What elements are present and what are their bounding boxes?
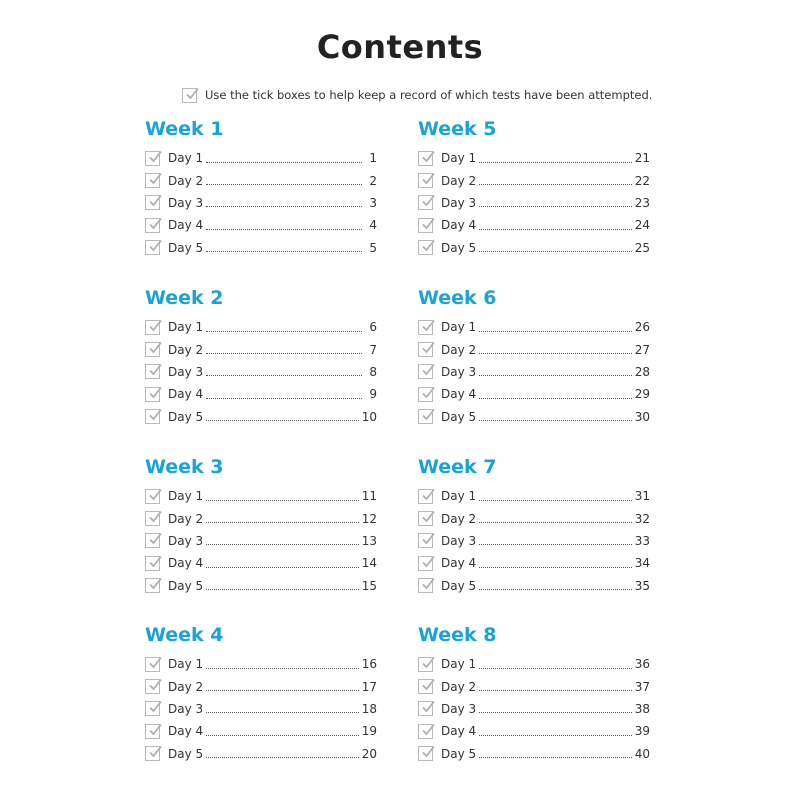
checkbox-tick-icon[interactable]: [145, 657, 160, 672]
page-number: 13: [361, 533, 377, 548]
week-block: [418, 117, 650, 259]
week-title: Week 8: [418, 624, 497, 646]
page-number: 25: [634, 240, 650, 255]
dot-leader: [206, 420, 359, 421]
page-number: 1: [369, 151, 377, 166]
page-number: 6: [369, 320, 377, 335]
day-label: Day 1: [168, 657, 204, 672]
dot-leader: [479, 712, 632, 713]
contents-entry: [145, 338, 377, 360]
week-title: Week 4: [145, 624, 224, 646]
checkbox-tick-icon[interactable]: [418, 364, 433, 379]
dot-leader: [206, 251, 362, 252]
checkbox-tick-icon[interactable]: [418, 320, 433, 335]
page-number: 30: [634, 409, 650, 424]
dot-leader: [206, 544, 359, 545]
checkbox-tick-icon[interactable]: [145, 701, 160, 716]
checkbox-tick-icon[interactable]: [145, 151, 160, 166]
day-label: Day 3: [441, 364, 477, 379]
page-number: 35: [634, 578, 650, 593]
contents-entry: [145, 361, 377, 383]
day-label: Day 3: [168, 701, 204, 716]
dot-leader: [206, 375, 362, 376]
day-label: Day 2: [168, 679, 204, 694]
day-label: Day 1: [441, 489, 477, 504]
day-label: Day 3: [441, 701, 477, 716]
page-number: 24: [634, 218, 650, 233]
contents-entry: [145, 406, 377, 428]
day-label: Day 5: [168, 746, 204, 761]
page-number: 10: [361, 409, 377, 424]
page-number: 3: [369, 195, 377, 210]
day-label: Day 1: [441, 320, 477, 335]
dot-leader: [479, 690, 632, 691]
week-block: [145, 117, 377, 259]
contents-entry: [145, 743, 377, 765]
dot-leader: [479, 331, 632, 332]
checkbox-tick-icon[interactable]: [145, 195, 160, 210]
checkbox-tick-icon[interactable]: [145, 240, 160, 255]
contents-entry: [145, 530, 377, 552]
page-number: 15: [361, 578, 377, 593]
checkbox-tick-icon[interactable]: [145, 387, 160, 402]
contents-entry: [418, 192, 650, 214]
dot-leader: [206, 331, 362, 332]
contents-entry: [418, 575, 650, 597]
checkbox-tick-icon[interactable]: [145, 218, 160, 233]
dot-leader: [206, 229, 362, 230]
page-number: 29: [634, 387, 650, 402]
checkbox-tick-icon[interactable]: [145, 578, 160, 593]
page-number: 21: [634, 151, 650, 166]
page-number: 36: [634, 657, 650, 672]
dot-leader: [479, 735, 632, 736]
dot-leader: [206, 712, 359, 713]
checkbox-tick-icon[interactable]: [145, 489, 160, 504]
intro-text: Use the tick boxes to help keep a record of which tests have been attempted.: [205, 88, 653, 102]
contents-entry: [418, 147, 650, 169]
day-label: Day 5: [441, 240, 477, 255]
day-label: Day 5: [168, 240, 204, 255]
checkbox-tick-icon[interactable]: [418, 173, 433, 188]
day-label: Day 2: [441, 342, 477, 357]
page-title: Contents: [316, 28, 484, 66]
day-label: Day 4: [441, 556, 477, 571]
contents-entry: [418, 675, 650, 697]
contents-entry: [145, 169, 377, 191]
dot-leader: [479, 398, 632, 399]
dot-leader: [206, 206, 362, 207]
week-title: Week 2: [145, 287, 224, 309]
page-number: 18: [361, 701, 377, 716]
contents-entry: [418, 237, 650, 259]
checkbox-tick-icon[interactable]: [418, 679, 433, 694]
day-label: Day 5: [168, 409, 204, 424]
page-number: 37: [634, 679, 650, 694]
contents-entry: [145, 237, 377, 259]
checkbox-tick-icon: [182, 88, 197, 103]
day-label: Day 4: [168, 218, 204, 233]
contents-entry: [418, 530, 650, 552]
checkbox-tick-icon[interactable]: [145, 724, 160, 739]
day-label: Day 2: [168, 173, 204, 188]
day-label: Day 1: [441, 657, 477, 672]
week-block: [418, 286, 650, 428]
dot-leader: [479, 375, 632, 376]
day-label: Day 4: [441, 218, 477, 233]
day-label: Day 2: [441, 679, 477, 694]
checkbox-tick-icon[interactable]: [145, 556, 160, 571]
dot-leader: [479, 668, 632, 669]
contents-entry: [145, 383, 377, 405]
page-number: 9: [369, 387, 377, 402]
page-number: 28: [634, 364, 650, 379]
contents-entry: [145, 675, 377, 697]
week-title: Week 1: [145, 118, 224, 140]
page-number: 27: [634, 342, 650, 357]
week-block: [418, 623, 650, 765]
contents-entry: [145, 653, 377, 675]
day-label: Day 3: [168, 195, 204, 210]
day-label: Day 1: [168, 489, 204, 504]
contents-entry: [418, 406, 650, 428]
dot-leader: [206, 353, 362, 354]
dot-leader: [206, 735, 359, 736]
page-number: 26: [634, 320, 650, 335]
checkbox-tick-icon[interactable]: [418, 578, 433, 593]
day-label: Day 1: [168, 320, 204, 335]
checkbox-tick-icon[interactable]: [418, 342, 433, 357]
contents-entry: [145, 147, 377, 169]
checkbox-tick-icon[interactable]: [418, 511, 433, 526]
checkbox-tick-icon[interactable]: [418, 657, 433, 672]
day-label: Day 4: [168, 556, 204, 571]
page-number: 20: [361, 746, 377, 761]
checkbox-tick-icon[interactable]: [418, 409, 433, 424]
week-title: Week 7: [418, 456, 497, 478]
contents-entry: [145, 720, 377, 742]
week-title: Week 3: [145, 456, 224, 478]
day-label: Day 3: [441, 533, 477, 548]
dot-leader: [479, 353, 632, 354]
dot-leader: [479, 500, 632, 501]
page-number: 2: [369, 173, 377, 188]
day-label: Day 4: [441, 724, 477, 739]
checkbox-tick-icon[interactable]: [418, 701, 433, 716]
contents-entry: [418, 338, 650, 360]
checkbox-tick-icon[interactable]: [145, 173, 160, 188]
contents-entry: [418, 383, 650, 405]
contents-entry: [418, 169, 650, 191]
dot-leader: [479, 229, 632, 230]
page-number: 7: [369, 342, 377, 357]
day-label: Day 5: [441, 578, 477, 593]
dot-leader: [206, 500, 359, 501]
day-label: Day 5: [441, 409, 477, 424]
dot-leader: [206, 690, 359, 691]
contents-entry: [145, 192, 377, 214]
contents-entry: [145, 507, 377, 529]
dot-leader: [479, 589, 632, 590]
contents-entry: [418, 653, 650, 675]
contents-entry: [418, 316, 650, 338]
checkbox-tick-icon[interactable]: [145, 409, 160, 424]
day-label: Day 2: [441, 511, 477, 526]
day-label: Day 3: [168, 533, 204, 548]
day-label: Day 2: [168, 511, 204, 526]
page-number: 16: [361, 657, 377, 672]
checkbox-tick-icon[interactable]: [145, 511, 160, 526]
intro-line: [182, 85, 652, 105]
dot-leader: [479, 567, 632, 568]
page-number: 31: [634, 489, 650, 504]
contents-entry: [145, 575, 377, 597]
dot-leader: [206, 757, 359, 758]
checkbox-tick-icon[interactable]: [145, 679, 160, 694]
week-block: [145, 623, 377, 765]
checkbox-tick-icon[interactable]: [418, 724, 433, 739]
contents-entry: [418, 507, 650, 529]
page-number: 17: [361, 679, 377, 694]
contents-entry: [145, 214, 377, 236]
page-number: 19: [361, 724, 377, 739]
checkbox-tick-icon[interactable]: [418, 556, 433, 571]
checkbox-tick-icon[interactable]: [418, 489, 433, 504]
dot-leader: [479, 420, 632, 421]
day-label: Day 4: [168, 724, 204, 739]
contents-entry: [418, 214, 650, 236]
day-label: Day 5: [441, 746, 477, 761]
contents-entry: [145, 552, 377, 574]
day-label: Day 4: [168, 387, 204, 402]
dot-leader: [479, 522, 632, 523]
checkbox-tick-icon[interactable]: [145, 533, 160, 548]
contents-entry: [418, 698, 650, 720]
contents-entry: [418, 720, 650, 742]
dot-leader: [206, 522, 359, 523]
day-label: Day 2: [168, 342, 204, 357]
week-block: [145, 286, 377, 428]
checkbox-tick-icon[interactable]: [145, 342, 160, 357]
checkbox-tick-icon[interactable]: [418, 151, 433, 166]
checkbox-tick-icon[interactable]: [145, 746, 160, 761]
dot-leader: [479, 757, 632, 758]
page-number: 14: [361, 556, 377, 571]
dot-leader: [479, 184, 632, 185]
checkbox-tick-icon[interactable]: [418, 387, 433, 402]
page-number: 22: [634, 173, 650, 188]
dot-leader: [479, 206, 632, 207]
dot-leader: [479, 544, 632, 545]
dot-leader: [206, 184, 362, 185]
contents-entry: [145, 698, 377, 720]
week-block: [418, 455, 650, 597]
week-block: [145, 455, 377, 597]
dot-leader: [479, 162, 632, 163]
page-number: 40: [634, 746, 650, 761]
contents-entry: [418, 485, 650, 507]
contents-entry: [418, 552, 650, 574]
page-number: 5: [369, 240, 377, 255]
day-label: Day 4: [441, 387, 477, 402]
week-title: Week 6: [418, 287, 497, 309]
dot-leader: [206, 567, 359, 568]
page-number: 33: [634, 533, 650, 548]
week-title: Week 5: [418, 118, 497, 140]
page-number: 32: [634, 511, 650, 526]
dot-leader: [479, 251, 632, 252]
contents-entry: [418, 361, 650, 383]
page-number: 39: [634, 724, 650, 739]
page-number: 4: [369, 218, 377, 233]
day-label: Day 3: [441, 195, 477, 210]
checkbox-tick-icon[interactable]: [418, 533, 433, 548]
page-number: 12: [361, 511, 377, 526]
page-number: 38: [634, 701, 650, 716]
page-number: 34: [634, 556, 650, 571]
checkbox-tick-icon[interactable]: [418, 195, 433, 210]
dot-leader: [206, 589, 359, 590]
day-label: Day 3: [168, 364, 204, 379]
day-label: Day 1: [168, 151, 204, 166]
page-number: 23: [634, 195, 650, 210]
checkbox-tick-icon[interactable]: [418, 240, 433, 255]
day-label: Day 2: [441, 173, 477, 188]
contents-entry: [145, 316, 377, 338]
checkbox-tick-icon[interactable]: [418, 746, 433, 761]
dot-leader: [206, 668, 359, 669]
day-label: Day 5: [168, 578, 204, 593]
contents-entry: [418, 743, 650, 765]
checkbox-tick-icon[interactable]: [418, 218, 433, 233]
dot-leader: [206, 398, 362, 399]
contents-entry: [145, 485, 377, 507]
page-number: 8: [369, 364, 377, 379]
page-number: 11: [361, 489, 377, 504]
checkbox-tick-icon[interactable]: [145, 320, 160, 335]
dot-leader: [206, 162, 362, 163]
day-label: Day 1: [441, 151, 477, 166]
checkbox-tick-icon[interactable]: [145, 364, 160, 379]
